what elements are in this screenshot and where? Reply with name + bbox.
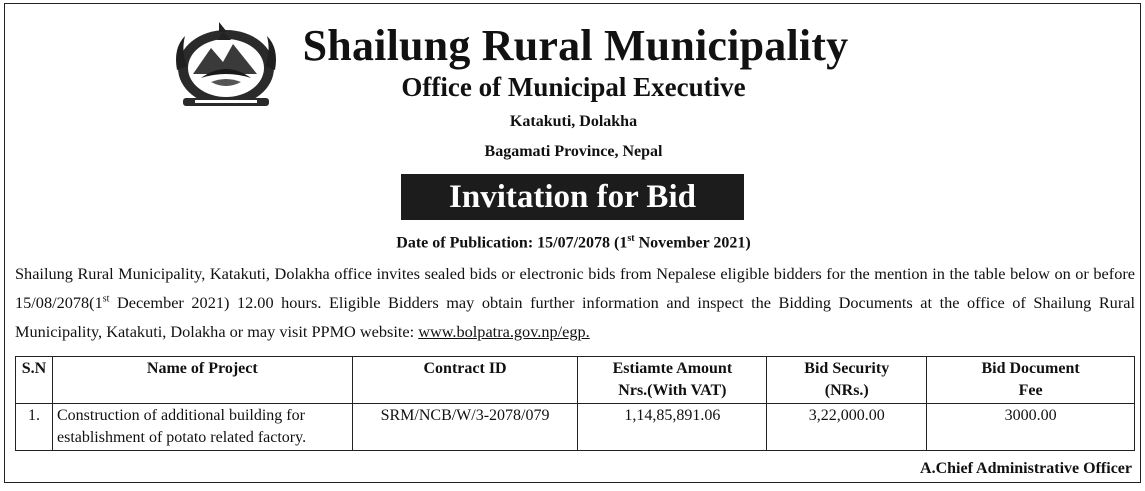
publication-date-sup: st	[627, 233, 635, 244]
cell-sn: 1.	[16, 404, 53, 451]
publication-date	[5, 233, 1142, 252]
publication-date-prefix: Date of Publication: 15/07/2078 (1	[396, 234, 628, 252]
bid-table	[15, 356, 1135, 451]
signatory: A.Chief Administrative Officer	[920, 460, 1132, 477]
cell-bid-document-fee: 3000.00	[927, 404, 1135, 451]
cell-estimate-amount: 1,14,85,891.06	[578, 404, 767, 451]
cell-project	[52, 404, 352, 451]
cell-bid-security: 3,22,000.00	[767, 404, 927, 451]
ppmo-website-link[interactable]: www.bolpatra.gov.np/egp.	[418, 322, 590, 341]
header-contract-id: Contract ID	[352, 357, 578, 404]
notice-body-sup: st	[102, 293, 110, 305]
cell-project-line2: establishment of potato related factory.	[56, 429, 307, 446]
header-fee-line2: Fee	[1018, 382, 1043, 399]
publication-date-suffix: November 2021)	[634, 234, 751, 252]
header-project: Name of Project	[52, 357, 352, 404]
table-row	[16, 404, 1135, 451]
office-name: Office of Municipal Executive	[401, 72, 746, 102]
notice-page	[4, 3, 1141, 483]
header-fee-line1: Bid Document	[981, 360, 1080, 377]
header-amount-line1: Estiamte Amount	[612, 360, 733, 377]
notice-body-part2: December 2021) 12.00 hours. Eligible Bidders may obtain further information and inspect the Bidding Documents at the office of Shailung Rural Municipality, Katakuti, Dolakha or may visit PPMO website:	[15, 293, 1135, 341]
cell-project-line1: Construction of additional building for	[56, 407, 305, 424]
notice-body-part1: Shailung Rural Municipality, Katakuti, Dolakha office invites sealed bids or electronic bids from Nepalese eligible bidders for the mention in the table below on or before 15/08/2078(1	[15, 264, 1135, 312]
notice-body	[15, 259, 1135, 346]
cell-contract-id: SRM/NCB/W/3-2078/079	[352, 404, 578, 451]
header-security-line1: Bid Security	[804, 360, 890, 377]
address-line-1: Katakuti, Dolakha	[509, 113, 638, 130]
address-line-2: Bagamati Province, Nepal	[484, 143, 663, 160]
header-bid-security	[767, 357, 927, 404]
invitation-banner: Invitation for Bid	[401, 174, 744, 220]
municipality-title: Shailung Rural Municipality	[302, 21, 849, 70]
header-sn: S.N	[16, 357, 53, 404]
header-estimate-amount	[578, 357, 767, 404]
table-header-row	[16, 357, 1135, 404]
header-security-line2: (NRs.)	[824, 382, 869, 399]
header-amount-line2: Nrs.(With VAT)	[618, 382, 727, 399]
header-bid-document-fee	[927, 357, 1135, 404]
